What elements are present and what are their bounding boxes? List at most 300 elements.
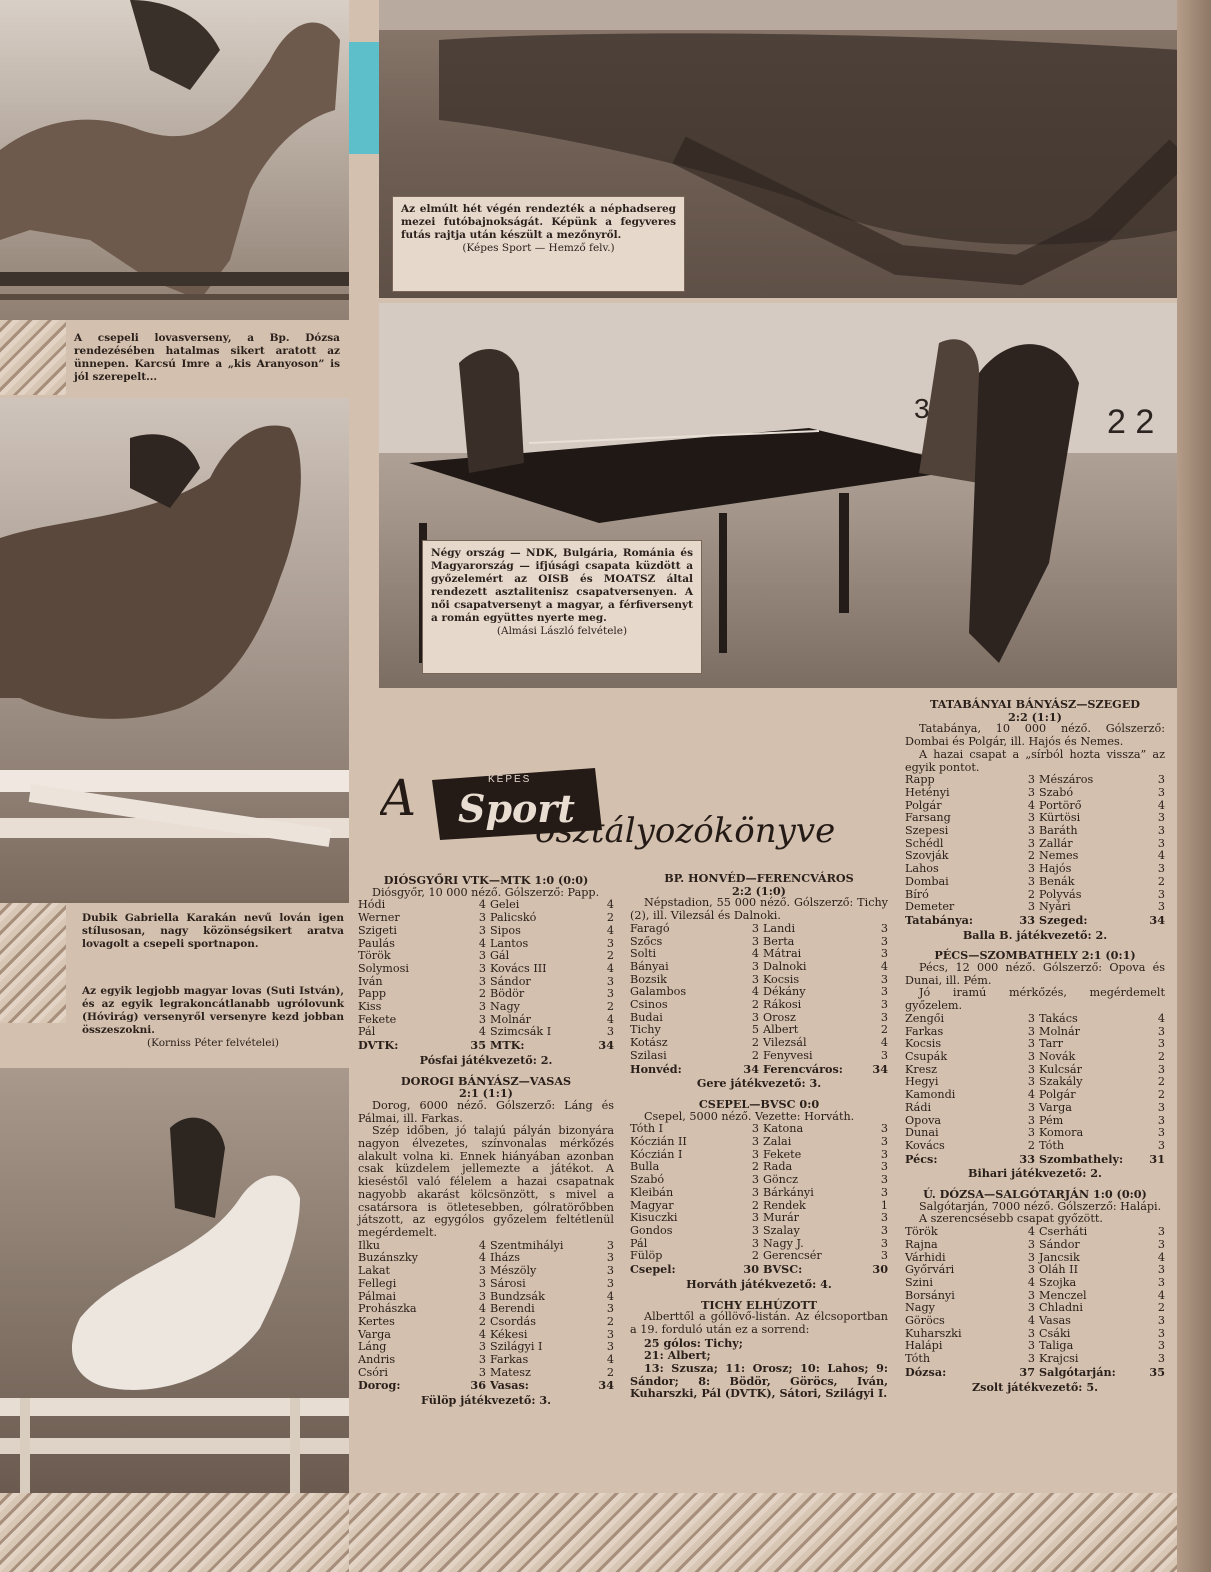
player-name: Szini [905, 1275, 933, 1289]
binding-spine [1177, 0, 1211, 1572]
player-rating: 3 [1157, 1339, 1165, 1353]
player-name: Benák [1039, 874, 1075, 888]
player-rating: 3 [478, 923, 486, 937]
player-name: Mészöly [490, 1264, 537, 1278]
player-name: Werner [358, 911, 400, 925]
team-total-value: 37 [1019, 1364, 1035, 1379]
caption-table-tennis-credit: (Almási László felvétele) [496, 625, 628, 637]
player-name: Polgár [905, 798, 942, 812]
team-total-value: 35 [470, 1038, 486, 1053]
player-rating: 3 [1157, 836, 1165, 850]
player-rating: 4 [1027, 798, 1035, 812]
title-sport: Sport [458, 786, 575, 831]
match-summary: Pécs, 12 000 néző. Gólszerző: Opova és Dunai, ill. Pém. [905, 961, 1165, 987]
player-rating: 3 [880, 934, 888, 948]
player-rating: 3 [880, 972, 888, 986]
player-rating: 3 [1027, 1011, 1035, 1025]
player-rating: 2 [1157, 1075, 1165, 1089]
player-rating: 3 [1157, 1225, 1165, 1239]
player-rating: 4 [478, 1302, 486, 1316]
match-csepel [630, 1098, 888, 1291]
player-rating: 3 [1027, 824, 1035, 838]
caption-table-tennis [431, 547, 693, 638]
photo-horse-jump-1 [0, 0, 349, 320]
player-name: Lakat [358, 1264, 391, 1278]
player-name: Berta [763, 934, 795, 948]
player-rating: 3 [1027, 862, 1035, 876]
player-name: Kocsis [905, 1037, 942, 1051]
player-rating: 3 [1157, 1314, 1165, 1328]
player-name: Takács [1039, 1011, 1078, 1025]
player-rating: 3 [1157, 1126, 1165, 1140]
player-name: Bányai [630, 959, 669, 973]
player-name: Tarr [1039, 1037, 1063, 1051]
player-name: Farsang [905, 811, 951, 825]
lineup-total [630, 1263, 888, 1276]
player-rating: 3 [606, 1340, 614, 1354]
player-name: Farkas [905, 1024, 944, 1038]
referee-rating: Balla B. játékvezető: 2. [962, 927, 1108, 942]
match-heading: TATABÁNYAI BÁNYÁSZ—SZEGED [930, 697, 1140, 711]
player-rating: 4 [1027, 1275, 1035, 1289]
team-total-value: 30 [872, 1262, 888, 1277]
decorative-color-bar [349, 42, 379, 154]
player-rating: 3 [1027, 785, 1035, 799]
player-rating: 3 [606, 1327, 614, 1341]
player-rating: 3 [751, 1147, 759, 1161]
player-rating: 2 [1157, 1301, 1165, 1315]
scorers-line: 21: Albert; [644, 1348, 711, 1363]
player-name: Zallár [1039, 836, 1073, 850]
match-report: Szép időben, jó talajú pályán bizonyára nagyon élvezetes, színvonalas mérkőzés alakult volna ki. Ennek hiányában azonban csak küzdelem jellemezte a játékot. A kieséstől való félelem a hazai csapatnak nagyobb akarást kölcsönzött, s mivel a csatársora is ötletesebben, gólratörőbben játszott, az egygólos győzelem feltétlenül megérdemelt. [358, 1124, 614, 1239]
player-rating: 2 [478, 1314, 486, 1328]
player-name: Nemes [1039, 849, 1079, 863]
player-rating: 3 [1027, 1062, 1035, 1076]
player-rating: 4 [751, 985, 759, 999]
player-rating: 4 [1027, 1314, 1035, 1328]
player-rating: 4 [1027, 1225, 1035, 1239]
caption-running [401, 203, 676, 255]
player-rating: 3 [880, 1211, 888, 1225]
player-rating: 3 [1027, 874, 1035, 888]
match-pecs [905, 949, 1165, 1180]
caption-horse-3-credit: (Korniss Péter felvételei) [147, 1037, 279, 1049]
scorers-list [630, 1299, 888, 1401]
player-rating: 3 [1027, 1250, 1035, 1264]
caption-horse-3 [82, 985, 344, 1050]
player-name: Dékány [763, 985, 806, 999]
player-name: Nagy [905, 1301, 935, 1315]
team-total-value: 34 [743, 1061, 759, 1076]
player-name: Polyvás [1039, 887, 1082, 901]
player-name: Varga [358, 1327, 391, 1341]
match-honved [630, 872, 888, 1090]
player-name: Ilku [358, 1238, 380, 1252]
player-rating: 4 [1157, 1250, 1165, 1264]
player-rating: 3 [1157, 1237, 1165, 1251]
photo-horse-jump-2 [0, 398, 349, 903]
player-name: Kocsis [763, 972, 800, 986]
player-rating: 3 [751, 934, 759, 948]
player-rating: 2 [751, 1160, 759, 1174]
player-name: Hegyi [905, 1075, 939, 1089]
scorers-heading: TICHY ELHÚZOTT [701, 1297, 817, 1312]
player-name: Szigeti [358, 923, 397, 937]
player-rating: 3 [478, 974, 486, 988]
caption-horse-2: Dubik Gabriella Karakán nevű lován igen stílusosan, nagy közönségsikert aratva lovagolt a csepeli sportnapon. [82, 912, 344, 950]
player-name: Kiss [358, 1000, 382, 1014]
player-name: Krajcsi [1039, 1352, 1079, 1366]
player-rating: 3 [1027, 1301, 1035, 1315]
player-name: Szabó [1039, 785, 1074, 799]
player-name: Iházs [490, 1251, 520, 1265]
player-rating: 3 [1157, 1062, 1165, 1076]
player-rating: 3 [478, 1012, 486, 1026]
scorers-line: 13: Szusza; 11: Orosz; 10: Lahos; 9: Sándor; 8: Bödör, Göröcs, Iván, Kuharszki, Pál (DVTK), Sátori, Szilágyi I. [630, 1361, 888, 1401]
title-script: osztályozókönyve [535, 811, 836, 851]
match-heading: DIÓSGYŐRI VTK—MTK 1:0 (0:0) [383, 873, 589, 887]
match-report: A hazai csapat a „sírból hozta vissza” az egyik pontot. [905, 747, 1165, 774]
player-name: Rákosi [763, 998, 802, 1012]
player-name: Kóczián I [630, 1147, 683, 1161]
player-rating: 2 [606, 1365, 614, 1379]
player-rating: 4 [606, 1353, 614, 1367]
team-total-label: MTK: [490, 1038, 525, 1053]
player-name: Bödör [490, 987, 525, 1001]
player-rating: 4 [478, 1238, 486, 1252]
player-name: Polgár [1039, 1088, 1076, 1102]
match-dorog [358, 1075, 614, 1407]
player-name: Tichy [630, 1023, 661, 1037]
player-rating: 3 [1157, 1275, 1165, 1289]
player-rating: 3 [880, 947, 888, 961]
player-name: Kotász [630, 1036, 668, 1050]
lineup-table [630, 1123, 888, 1263]
player-name: Varga [1039, 1100, 1072, 1114]
team-total-label: Salgótarján: [1039, 1364, 1116, 1379]
team-total-value: 30 [743, 1262, 759, 1277]
lineup-total [905, 1153, 1165, 1166]
player-rating: 3 [1027, 900, 1035, 914]
match-summary: Csepel, 5000 néző. Vezette: Horváth. [644, 1109, 855, 1123]
player-rating: 4 [606, 923, 614, 937]
column-2 [630, 872, 888, 1400]
player-rating: 3 [880, 998, 888, 1012]
player-rating: 2 [880, 1023, 888, 1037]
lineup-total [630, 1063, 888, 1076]
decorative-hatch-bottom [349, 1493, 1180, 1572]
player-name: Kamondi [905, 1088, 956, 1102]
player-name: Láng [358, 1340, 387, 1354]
player-name: Pálmai [358, 1289, 397, 1303]
player-name: Bozsik [630, 972, 667, 986]
player-rating: 4 [606, 961, 614, 975]
team-total-label: Dorog: [358, 1378, 401, 1393]
player-rating: 3 [478, 1365, 486, 1379]
svg-text:3: 3 [914, 393, 930, 424]
player-rating: 3 [751, 1122, 759, 1136]
player-name: Csáki [1039, 1326, 1071, 1340]
player-rating: 4 [1157, 1011, 1165, 1025]
player-name: Kleibán [630, 1185, 674, 1199]
player-name: Sipos [490, 923, 521, 937]
match-dozsa [905, 1188, 1165, 1393]
decorative-hatch [0, 903, 66, 1023]
player-name: Tóth I [630, 1122, 664, 1136]
player-name: Dombai [905, 874, 949, 888]
player-name: Várhidi [905, 1250, 946, 1264]
player-rating: 3 [1157, 1037, 1165, 1051]
team-total-value: 31 [1149, 1151, 1165, 1166]
player-name: Göröcs [905, 1314, 945, 1328]
player-name: Oláh II [1039, 1263, 1079, 1277]
player-rating: 4 [478, 1327, 486, 1341]
team-total-label: Csepel: [630, 1262, 676, 1277]
match-heading: DOROGI BÁNYÁSZ—VASAS [400, 1073, 572, 1088]
player-rating: 3 [1027, 1049, 1035, 1063]
player-name: Csinos [630, 998, 668, 1012]
caption-box-running [392, 196, 685, 292]
caption-horse-3-text: Az egyik legjobb magyar lovas (Suti István), és az egyik legrakoncátlanabb ugrólovunk (Hóvirág) versenyről versenyre kezd jobban összeszokni. [82, 985, 344, 1036]
player-name: Rendek [763, 1198, 806, 1212]
player-name: Pál [630, 1236, 648, 1250]
player-name: Fülöp [630, 1249, 663, 1263]
caption-horse-1: A csepeli lovasverseny, a Bp. Dózsa rendezésében hatalmas sikert aratott az ünnepen. Karcsú Imre a „kis Aranyoson” is jól szerepelt... [74, 332, 340, 383]
player-rating: 2 [1027, 887, 1035, 901]
player-rating: 3 [478, 1340, 486, 1354]
player-name: Iván [358, 974, 383, 988]
lineup-table [905, 1226, 1165, 1366]
match-summary: Diósgyőr, 10 000 néző. Gólszerző: Papp. [372, 885, 600, 899]
player-rating: 3 [606, 1276, 614, 1290]
player-name: Göncz [763, 1173, 799, 1187]
player-name: Szilágyi I [490, 1340, 543, 1354]
player-name: Fekete [358, 1012, 397, 1026]
player-rating: 3 [1157, 862, 1165, 876]
player-name: Nagy [490, 1000, 520, 1014]
player-rating: 3 [606, 987, 614, 1001]
team-total-label: Dózsa: [905, 1364, 947, 1379]
player-rating: 4 [1027, 1088, 1035, 1102]
match-heading: BP. HONVÉD—FERENCVÁROS [664, 871, 854, 885]
player-rating: 3 [880, 1147, 888, 1161]
player-name: Baráth [1039, 824, 1078, 838]
player-rating: 3 [1027, 836, 1035, 850]
player-rating: 3 [880, 1185, 888, 1199]
player-name: Matesz [490, 1365, 531, 1379]
player-name: Hódi [358, 898, 386, 912]
player-name: Szentmihályi [490, 1238, 564, 1252]
team-total-label: Honvéd: [630, 1061, 682, 1076]
player-rating: 4 [478, 936, 486, 950]
lineup-total [905, 1366, 1165, 1379]
player-name: Prohászka [358, 1302, 417, 1316]
lineup-total [358, 1039, 614, 1052]
player-rating: 3 [1027, 1100, 1035, 1114]
player-rating: 3 [880, 1249, 888, 1263]
match-summary: Salgótarján, 7000 néző. Gólszerző: Halápi. [919, 1199, 1162, 1213]
player-name: Faragó [630, 921, 670, 935]
player-name: Gerencsér [763, 1249, 822, 1263]
match-score: 2:2 (1:1) [1008, 709, 1062, 724]
player-rating: 3 [606, 1251, 614, 1265]
player-rating: 3 [478, 911, 486, 925]
player-rating: 2 [606, 1000, 614, 1014]
player-rating: 3 [880, 1236, 888, 1250]
player-rating: 4 [1157, 1288, 1165, 1302]
player-name: Szalay [763, 1223, 800, 1237]
player-rating: 3 [1157, 1113, 1165, 1127]
match-heading: Ú. DÓZSA—SALGÓTARJÁN 1:0 (0:0) [923, 1187, 1147, 1202]
team-total-value: 34 [1149, 912, 1165, 927]
title-letter-a: A [380, 769, 417, 827]
player-name: Solymosi [358, 961, 409, 975]
player-name: Lahos [905, 862, 939, 876]
player-rating: 5 [751, 1023, 759, 1037]
player-rating: 2 [1027, 1138, 1035, 1152]
player-name: Bárkányi [763, 1185, 814, 1199]
player-rating: 2 [751, 1249, 759, 1263]
player-name: Tóth [905, 1352, 931, 1366]
player-rating: 3 [1027, 1288, 1035, 1302]
player-rating: 3 [478, 1276, 486, 1290]
match-report: A szerencsésebb csapat győzött. [919, 1212, 1103, 1226]
player-rating: 4 [478, 1251, 486, 1265]
referee-rating: Horváth játékvezető: 4. [686, 1276, 832, 1291]
player-name: Chladni [1039, 1301, 1083, 1315]
player-name: Szakály [1039, 1075, 1083, 1089]
player-name: Landi [763, 921, 796, 935]
player-rating: 3 [1027, 1113, 1035, 1127]
player-rating: 4 [880, 1036, 888, 1050]
player-rating: 1 [880, 1198, 888, 1212]
player-name: Opova [905, 1113, 942, 1127]
player-rating: 3 [880, 1135, 888, 1149]
player-rating: 2 [751, 1048, 759, 1062]
lineup-total [905, 914, 1165, 927]
player-name: Farkas [490, 1353, 529, 1367]
caption-box-table-tennis [422, 540, 702, 674]
match-summary: Tatabánya, 10 000 néző. Gólszerző: Dombai és Polgár, ill. Hajós és Nemes. [905, 722, 1165, 749]
team-total-value: 33 [1019, 1151, 1035, 1166]
player-name: Hajós [1039, 862, 1072, 876]
player-name: Gál [490, 949, 510, 963]
player-name: Orosz [763, 1010, 796, 1024]
team-total-value: 34 [872, 1061, 888, 1076]
player-rating: 4 [606, 898, 614, 912]
player-name: Rada [763, 1160, 793, 1174]
player-rating: 3 [751, 959, 759, 973]
team-total-label: Pécs: [905, 1151, 938, 1166]
player-name: Molnár [490, 1012, 531, 1026]
match-summary: Népstadion, 55 000 néző. Gólszerző: Tichy (2), ill. Vilezsál és Dalnoki. [630, 896, 888, 923]
player-name: Budai [630, 1010, 663, 1024]
player-rating: 3 [880, 1048, 888, 1062]
player-rating: 3 [1157, 824, 1165, 838]
player-name: Gelei [490, 898, 520, 912]
player-name: Menczel [1039, 1288, 1087, 1302]
player-name: Rapp [905, 773, 935, 787]
column-3 [905, 698, 1165, 1401]
player-rating: 3 [880, 1010, 888, 1024]
player-name: Andris [358, 1353, 396, 1367]
player-name: Kékesi [490, 1327, 528, 1341]
player-name: Papp [358, 987, 387, 1001]
match-score: 2:1 (1:1) [459, 1086, 513, 1101]
player-name: Kresz [905, 1062, 937, 1076]
player-name: Sárosi [490, 1276, 526, 1290]
player-name: Bíró [905, 887, 929, 901]
player-name: Galambos [630, 985, 687, 999]
player-rating: 3 [880, 921, 888, 935]
player-name: Győrvári [905, 1263, 955, 1277]
match-tatabanya [905, 698, 1165, 941]
player-rating: 3 [1157, 1100, 1165, 1114]
player-name: Borsányi [905, 1288, 955, 1302]
lineup-table [905, 1013, 1165, 1153]
player-name: Dalnoki [763, 959, 807, 973]
team-total-label: Szeged: [1039, 912, 1088, 927]
player-rating: 3 [751, 1135, 759, 1149]
section-title [380, 760, 880, 855]
player-name: Fenyvesi [763, 1048, 813, 1062]
player-name: Demeter [905, 900, 955, 914]
scorers-line: 25 gólos: Tichy; [644, 1335, 743, 1350]
player-rating: 3 [478, 1289, 486, 1303]
referee-rating: Bihari játékvezető: 2. [968, 1166, 1102, 1181]
match-heading: CSEPEL—BVSC 0:0 [698, 1096, 820, 1111]
player-name: Zengői [905, 1011, 945, 1025]
player-rating: 4 [1157, 849, 1165, 863]
player-rating: 2 [1157, 874, 1165, 888]
player-rating: 2 [1157, 1049, 1165, 1063]
player-name: Novák [1039, 1049, 1076, 1063]
player-rating: 3 [1157, 887, 1165, 901]
player-name: Palicskó [490, 911, 537, 925]
team-total-label: Szombathely: [1039, 1151, 1124, 1166]
player-rating: 3 [606, 1264, 614, 1278]
player-name: Rádi [905, 1100, 932, 1114]
player-rating: 3 [606, 974, 614, 988]
lineup-table [905, 774, 1165, 914]
player-rating: 3 [880, 1122, 888, 1136]
player-rating: 3 [1027, 1339, 1035, 1353]
player-rating: 3 [751, 1173, 759, 1187]
player-name: Kulcsár [1039, 1062, 1082, 1076]
player-name: Kertes [358, 1314, 395, 1328]
player-name: Kóczián II [630, 1135, 687, 1149]
lineup-total [358, 1379, 614, 1392]
player-name: Jancsik [1039, 1250, 1080, 1264]
referee-rating: Pósfai játékvezető: 2. [419, 1052, 553, 1067]
player-name: Nagy J. [763, 1236, 804, 1250]
player-rating: 2 [751, 1036, 759, 1050]
player-rating: 3 [1157, 1024, 1165, 1038]
lineup-table [630, 923, 888, 1063]
player-name: Lantos [490, 936, 529, 950]
player-name: Berendi [490, 1302, 535, 1316]
player-name: Kovács [905, 1138, 945, 1152]
referee-rating: Gere játékvezető: 3. [696, 1076, 822, 1091]
title-kepes: KÉPES [488, 774, 532, 785]
player-name: Bundzsák [490, 1289, 545, 1303]
player-name: Portörő [1039, 798, 1082, 812]
player-rating: 2 [1157, 1088, 1165, 1102]
team-total-label: Ferencváros: [763, 1061, 843, 1076]
player-name: Pál [358, 1025, 376, 1039]
team-total-value: 34 [598, 1378, 614, 1393]
decorative-hatch [0, 320, 66, 395]
